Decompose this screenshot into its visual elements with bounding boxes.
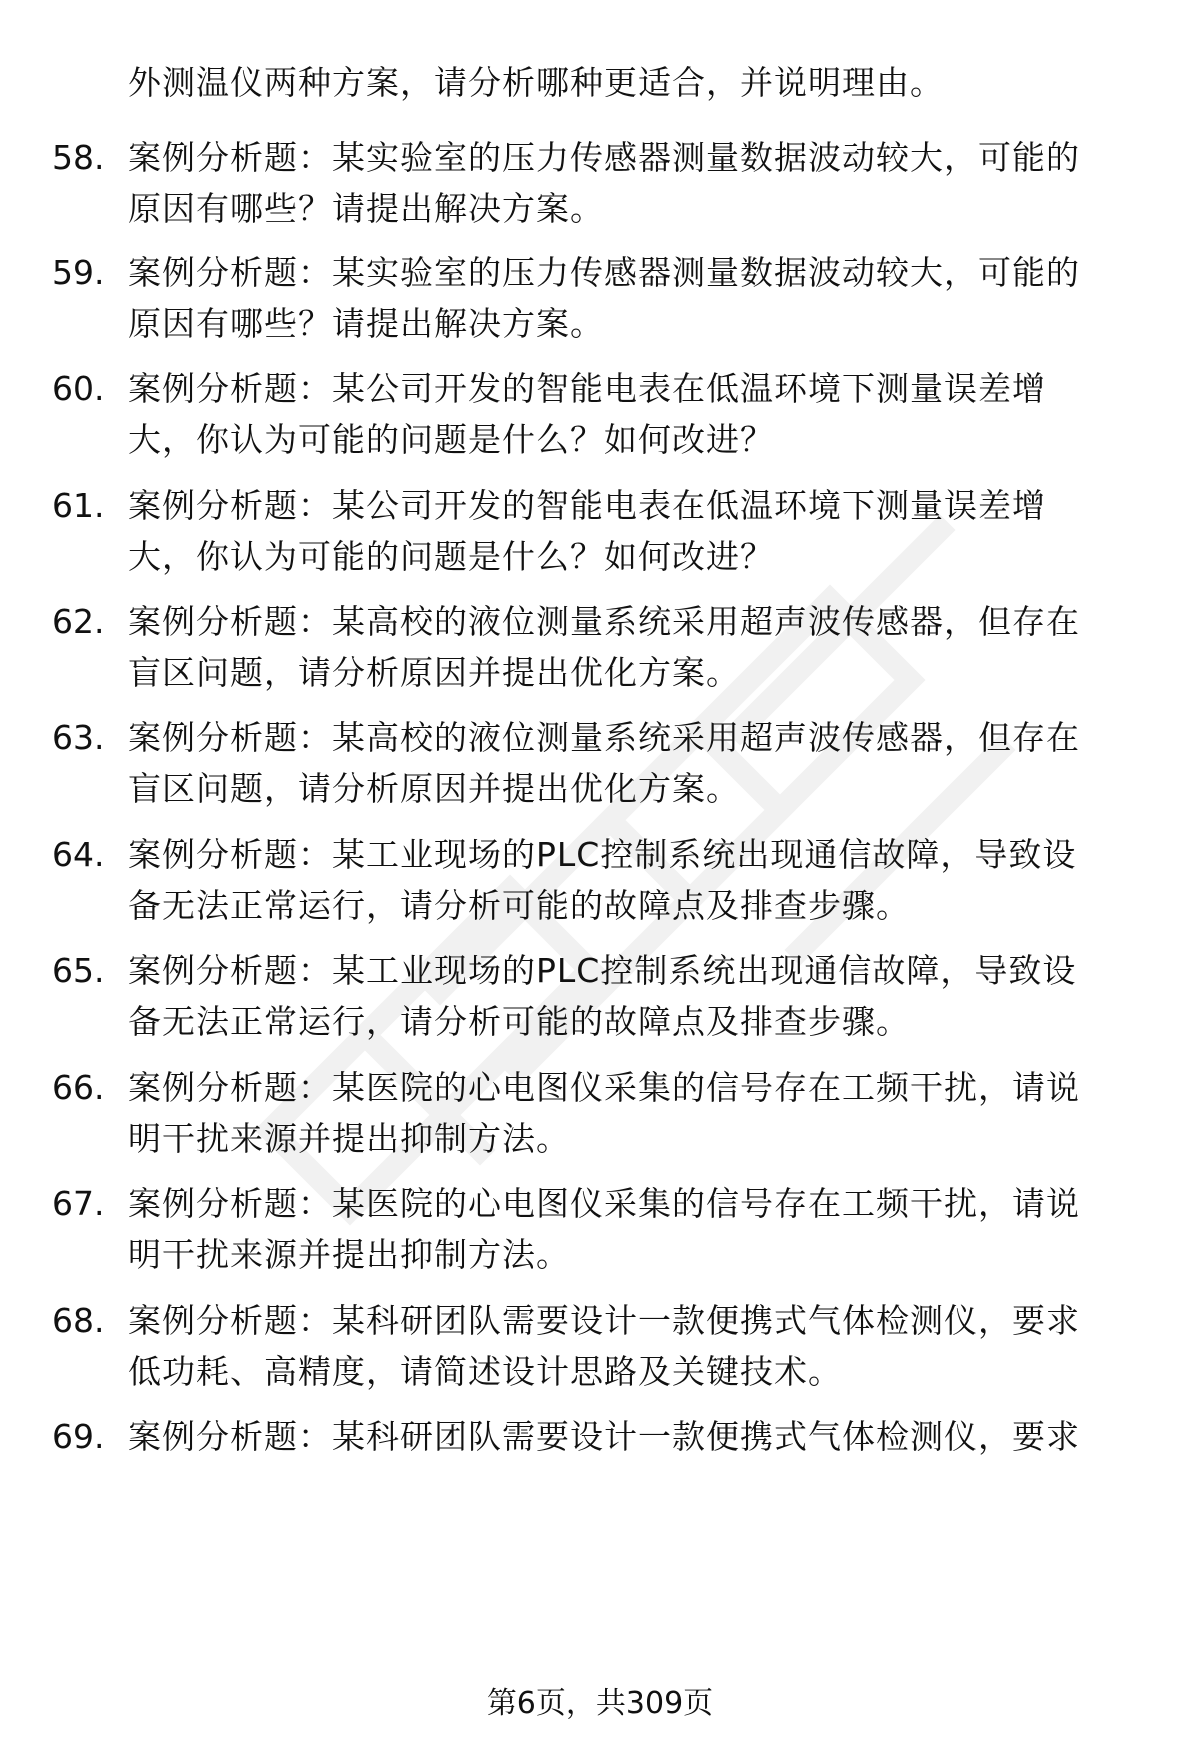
question-text-line: 明干扰来源并提出抑制方法。: [128, 1119, 570, 1158]
question-text-line: 明干扰来源并提出抑制方法。: [128, 1235, 570, 1274]
question-text-line: 案例分析题：某实验室的压力传感器测量数据波动较大，可能的: [128, 138, 1080, 177]
question-number: 68.: [52, 1301, 105, 1340]
question-text-line: 备无法正常运行，请分析可能的故障点及排查步骤。: [128, 1002, 910, 1041]
question-number: 63.: [52, 718, 105, 757]
question-text-line: 案例分析题：某高校的液位测量系统采用超声波传感器，但存在: [128, 718, 1080, 757]
question-text-line: 案例分析题：某科研团队需要设计一款便携式气体检测仪，要求: [128, 1301, 1080, 1340]
question-number: 62.: [52, 602, 105, 641]
question-text-line: 案例分析题：某实验室的压力传感器测量数据波动较大，可能的: [128, 253, 1080, 292]
question-number: 67.: [52, 1184, 105, 1223]
question-text-line: 案例分析题：某医院的心电图仪采集的信号存在工频干扰，请说: [128, 1184, 1080, 1223]
question-number: 58.: [52, 138, 105, 177]
question-text-line: 案例分析题：某工业现场的PLC控制系统出现通信故障，导致设: [128, 951, 1077, 990]
question-text-line: 案例分析题：某公司开发的智能电表在低温环境下测量误差增: [128, 369, 1046, 408]
continued-question-text: 外测温仪两种方案，请分析哪种更适合，并说明理由。: [128, 63, 944, 102]
question-text-line: 大，你认为可能的问题是什么？如何改进？: [128, 537, 774, 576]
question-text-line: 盲区问题，请分析原因并提出优化方案。: [128, 653, 740, 692]
question-number: 59.: [52, 253, 105, 292]
question-number: 64.: [52, 835, 105, 874]
question-text-line: 案例分析题：某高校的液位测量系统采用超声波传感器，但存在: [128, 602, 1080, 641]
question-text-line: 案例分析题：某医院的心电图仪采集的信号存在工频干扰，请说: [128, 1068, 1080, 1107]
question-text-line: 原因有哪些？请提出解决方案。: [128, 189, 604, 228]
question-text-line: 盲区问题，请分析原因并提出优化方案。: [128, 769, 740, 808]
question-text-line: 案例分析题：某科研团队需要设计一款便携式气体检测仪，要求: [128, 1417, 1080, 1456]
question-number: 66.: [52, 1068, 105, 1107]
question-text-line: 案例分析题：某公司开发的智能电表在低温环境下测量误差增: [128, 486, 1046, 525]
question-number: 69.: [52, 1417, 105, 1456]
question-number: 65.: [52, 951, 105, 990]
question-text-line: 案例分析题：某工业现场的PLC控制系统出现通信故障，导致设: [128, 835, 1077, 874]
question-text-line: 原因有哪些？请提出解决方案。: [128, 304, 604, 343]
question-text-line: 大，你认为可能的问题是什么？如何改进？: [128, 420, 774, 459]
question-text-line: 低功耗、高精度，请简述设计思路及关键技术。: [128, 1352, 842, 1391]
page-footer: 第6页，共309页: [486, 1686, 714, 1721]
question-number: 60.: [52, 369, 105, 408]
question-text-line: 备无法正常运行，请分析可能的故障点及排查步骤。: [128, 886, 910, 925]
question-number: 61.: [52, 486, 105, 525]
